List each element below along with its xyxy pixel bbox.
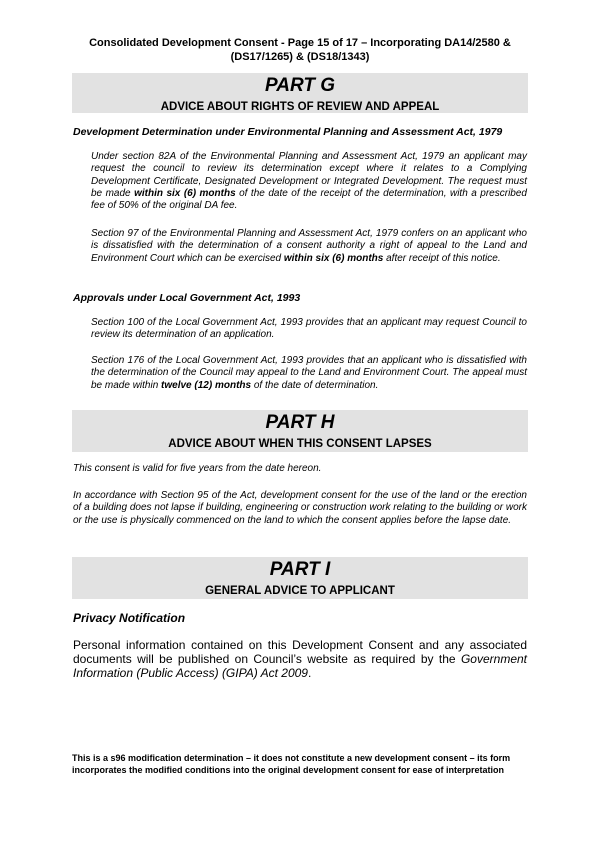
part-g-title: PART G	[264, 75, 336, 96]
part-i-title: PART I	[269, 559, 331, 580]
header-line-1: Consolidated Development Consent - Page 15 of 17 – Incorporating DA14/2580 &	[89, 37, 511, 49]
part-g-subtitle: ADVICE ABOUT RIGHTS OF REVIEW AND APPEAL	[160, 101, 440, 113]
privacy-paragraph: Personal information contained on this Development Consent and any associated documents will be published on Council’s website as required by the Government Information (Public Access) (GIPA) Act 2009.	[73, 638, 527, 680]
part-g-heading-2: Approvals under Local Government Act, 1993	[73, 292, 301, 304]
part-g-banner	[72, 73, 528, 113]
part-g-paragraph-1: Under section 82A of the Environmental Planning and Assessment Act, 1979 an applicant may request the council to review its determination except where it relates to a Complying Development Certificate, Designated Development or Integrated Development. The request must be made within six (6) months of the date of the receipt of the determination, with a prescribed fee of 50% of the original DA fee.	[91, 151, 527, 212]
part-h-subtitle: ADVICE ABOUT WHEN THIS CONSENT LAPSES	[168, 438, 432, 450]
part-g-paragraph-2: Section 97 of the Environmental Planning and Assessment Act, 1979 confers on an applicant who is dissatisfied with the determination of a consent authority a right of appeal to the Land and Environment Court which can be exercised within six (6) months after receipt of this notice.	[91, 228, 527, 264]
header-line-2: (DS17/1265) & (DS18/1343)	[230, 51, 370, 63]
part-h-title: PART H	[265, 412, 335, 433]
part-h-banner	[72, 410, 528, 452]
part-i-subtitle: GENERAL ADVICE TO APPLICANT	[205, 585, 395, 597]
part-h-paragraph-2: In accordance with Section 95 of the Act, development consent for the use of the land or the erection of a building does not lapse if building, engineering or construction work relating to the building or work or the use is physically commenced on the land to which the consent applies before the lapse date.	[73, 490, 527, 526]
part-g-paragraph-3: Section 100 of the Local Government Act, 1993 provides that an applicant may request Council to review its determination of an application.	[91, 317, 527, 341]
part-g-paragraph-4: Section 176 of the Local Government Act, 1993 provides that an applicant who is dissatisfied with the determination of the Council may appeal to the Land and Environment Court. The appeal must be made within twelve (12) months of the date of determination.	[91, 355, 527, 391]
page-footer: This is a s96 modification determination – it does not constitute a new development consent – its form incorporates the modified conditions into the original development consent for ease of interpretation	[72, 753, 511, 775]
part-h-paragraph-1: This consent is valid for five years from the date hereon.	[73, 463, 322, 474]
part-i-banner	[72, 557, 528, 599]
part-g-heading-1: Development Determination under Environmental Planning and Assessment Act, 1979	[73, 126, 503, 138]
page-header	[60, 36, 540, 64]
privacy-heading: Privacy Notification	[73, 611, 186, 625]
